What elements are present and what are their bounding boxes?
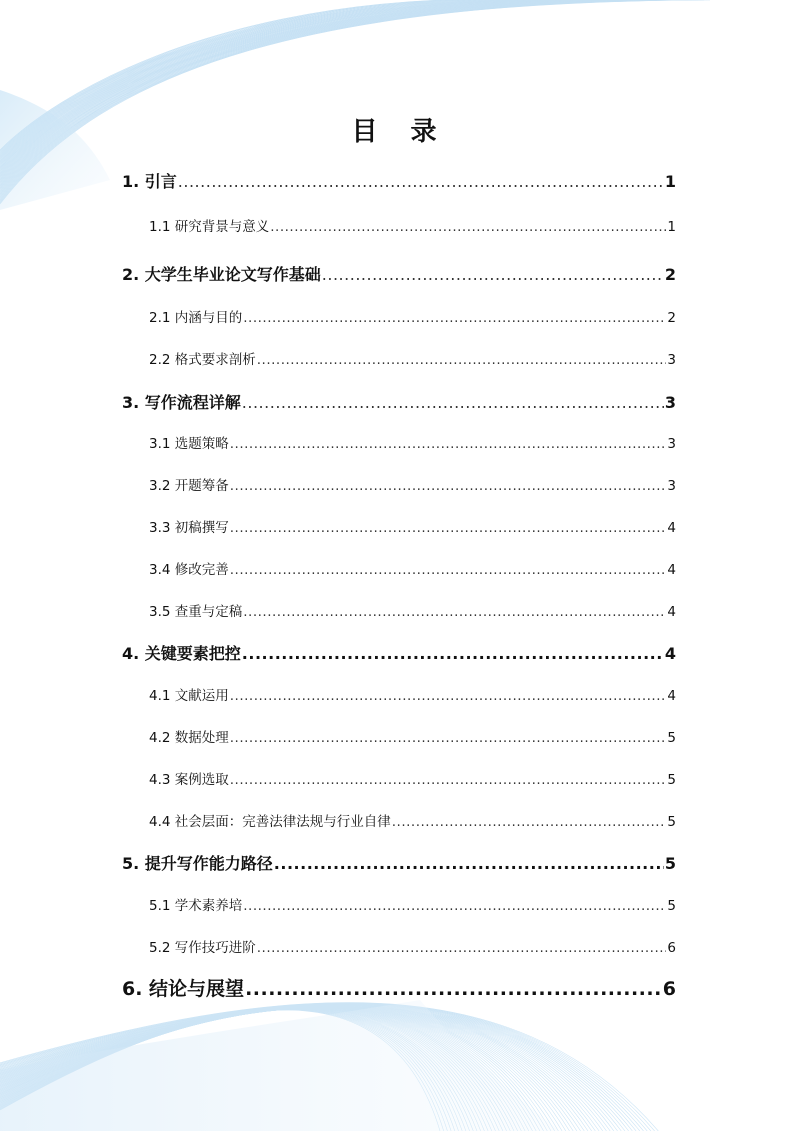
toc-entry-label: 6. 结论与展望: [122, 978, 245, 1000]
toc-entry[interactable]: [149, 432, 676, 456]
toc-entry-page: 5: [667, 772, 676, 788]
toc-entry[interactable]: [122, 170, 676, 194]
toc-entry[interactable]: [149, 306, 676, 330]
toc-entry-label: 2.2 格式要求剖析: [149, 352, 256, 368]
toc-dot-leader: [322, 263, 664, 287]
toc-entry[interactable]: [122, 977, 676, 1001]
toc-entry-label: 3.1 选题策略: [149, 436, 229, 452]
toc-entry-page: 5: [667, 814, 676, 830]
toc-dot-leader: [270, 215, 666, 239]
toc-entry-page: 6: [662, 978, 676, 1000]
toc-entry-page: 3: [667, 436, 676, 452]
toc-entry-page: 3: [667, 478, 676, 494]
toc-entry-label: 5.2 写作技巧进阶: [149, 940, 256, 956]
toc-entry[interactable]: [122, 391, 676, 415]
toc-entry-label: 5.1 学术素养培: [149, 898, 243, 914]
toc-entry-label: 4.1 文献运用: [149, 688, 229, 704]
toc-dot-leader: [257, 936, 667, 960]
toc-dot-leader: [242, 391, 664, 415]
toc-entry-label: 3.5 查重与定稿: [149, 604, 243, 620]
toc-dot-leader: [392, 810, 667, 834]
toc-entry[interactable]: [149, 894, 676, 918]
toc-entry-label: 2. 大学生毕业论文写作基础: [122, 265, 321, 284]
toc-entry[interactable]: [149, 600, 676, 624]
toc-entry-label: 4.2 数据处理: [149, 730, 229, 746]
toc-entry[interactable]: [149, 684, 676, 708]
toc-dot-leader: [230, 474, 667, 498]
toc-entry-page: 4: [667, 688, 676, 704]
toc-dot-leader: [230, 726, 667, 750]
toc-entry-label: 3. 写作流程详解: [122, 393, 241, 412]
toc-dot-leader: [243, 306, 666, 330]
toc-entry-page: 5: [667, 898, 676, 914]
toc-entry-label: 1.1 研究背景与意义: [149, 219, 270, 235]
toc-entry-page: 1: [664, 172, 676, 191]
toc-entry-label: 3.4 修改完善: [149, 562, 229, 578]
toc-entry-page: 1: [667, 219, 676, 235]
toc-entry-label: 5. 提升写作能力路径: [122, 854, 273, 873]
toc-entry[interactable]: [149, 558, 676, 582]
toc-entry-label: 4.3 案例选取: [149, 772, 229, 788]
toc-entry-label: 2.1 内涵与目的: [149, 310, 243, 326]
toc-entry-label: 4. 关键要素把控: [122, 644, 241, 663]
toc-entry-page: 4: [667, 604, 676, 620]
toc-entry-page: 5: [664, 854, 676, 873]
toc-entry[interactable]: [149, 474, 676, 498]
toc-entry[interactable]: [149, 810, 676, 834]
toc-dot-leader: [257, 348, 667, 372]
toc-entry-page: 6: [667, 940, 676, 956]
page-title: 目 录: [351, 117, 449, 147]
toc-dot-leader: [230, 768, 667, 792]
toc-entry-page: 4: [667, 562, 676, 578]
toc-entry[interactable]: [149, 936, 676, 960]
toc-entry-page: 2: [664, 265, 676, 284]
toc-entry[interactable]: [122, 263, 676, 287]
toc-dot-leader: [274, 852, 664, 876]
toc-dot-leader: [243, 894, 666, 918]
toc-dot-leader: [243, 600, 666, 624]
toc-entry-label: 1. 引言: [122, 172, 177, 191]
toc-dot-leader: [230, 432, 667, 456]
toc-entry[interactable]: [122, 852, 676, 876]
toc-entry-page: 2: [667, 310, 676, 326]
toc-entry-page: 5: [667, 730, 676, 746]
toc-dot-leader: [230, 516, 667, 540]
toc-entry[interactable]: [149, 726, 676, 750]
toc-entry[interactable]: [149, 215, 676, 239]
toc-entry-page: 4: [664, 644, 676, 663]
toc-entry-page: 3: [667, 352, 676, 368]
toc-dot-leader: [230, 684, 667, 708]
toc-entry[interactable]: [149, 348, 676, 372]
toc-entry[interactable]: [149, 768, 676, 792]
toc-entry-page: 4: [667, 520, 676, 536]
toc-entry[interactable]: [122, 642, 676, 666]
toc-dot-leader: [245, 977, 662, 1001]
toc-entry-label: 3.3 初稿撰写: [149, 520, 229, 536]
toc-dot-leader: [230, 558, 667, 582]
toc-dot-leader: [178, 170, 664, 194]
toc-entry-page: 3: [664, 393, 676, 412]
toc-entry-label: 4.4 社会层面：完善法律法规与行业自律: [149, 814, 391, 830]
toc-dot-leader: [242, 642, 664, 666]
toc-entry[interactable]: [149, 516, 676, 540]
toc-entry-label: 3.2 开题筹备: [149, 478, 229, 494]
